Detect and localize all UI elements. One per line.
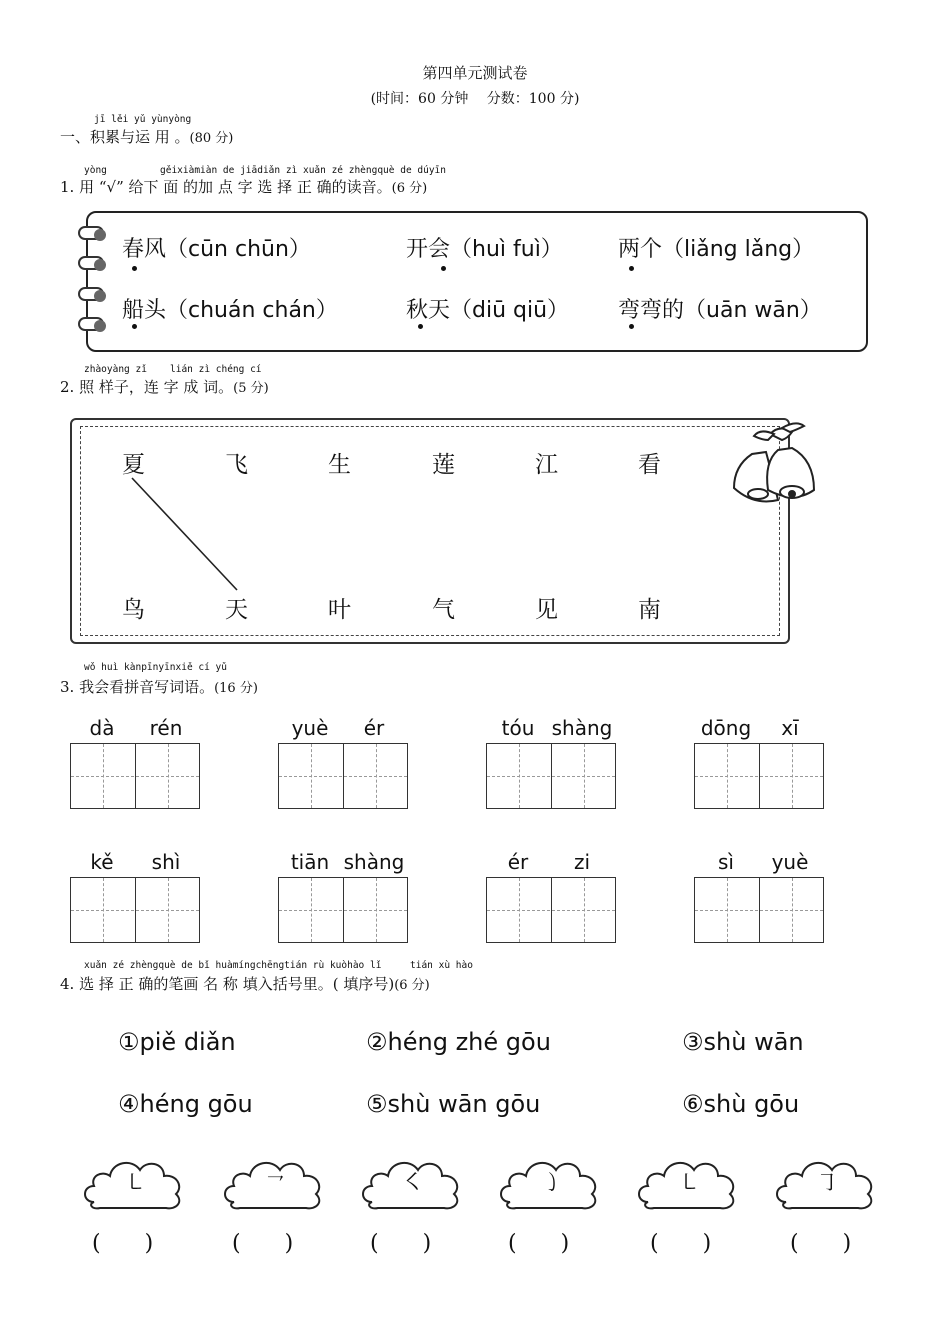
q4-option: ④héng gōu [118,1090,253,1118]
q3-writing-grid[interactable] [486,877,616,943]
q1-score: (6 分) [391,181,428,196]
q3-pinyin-syllable: zi [573,850,591,874]
q4-heading [60,973,430,994]
q2-top-char[interactable]: 看 [638,452,661,478]
q4-option: ②héng zhé gōu [366,1028,551,1056]
answer-paren[interactable]: ( ) [370,1231,432,1256]
stroke-glyph: ㇄ [678,1171,701,1196]
section1-score: (80 分) [189,131,234,146]
stroke-glyph: ㇆ [816,1171,839,1196]
q3-score: (16 分) [214,681,258,696]
q1-options[interactable]: （uān wān） [684,298,822,323]
q2-bottom-char[interactable]: 南 [638,597,661,623]
q3-writing-grid[interactable] [70,877,200,943]
answer-paren[interactable]: ( ) [790,1231,852,1256]
q3-writing-grid[interactable] [486,743,616,809]
q1-pinyin-b: gěixiàmiàn de jiādiǎn zì xuǎn zé zhèngquè de dúyīn [160,165,446,176]
q4-option: ③shù wān [682,1028,804,1056]
q3-pinyin-syllable: kě [90,850,114,874]
page-subtitle: (时间：60 分钟 分数：100 分) [370,91,580,107]
q2-top-char[interactable]: 生 [328,452,351,478]
q3-pinyin-syllable: shàng [551,716,613,740]
q1-options[interactable]: （liǎng lǎng） [662,237,815,262]
q2-top-char[interactable]: 飞 [225,452,248,478]
q1-word: 弯弯的 [618,298,685,323]
q2-label: 2. 照 样子，连 字 成 词。 [60,378,234,396]
q3-writing-grid[interactable] [694,877,824,943]
q3-pinyin-syllable: yuè [771,850,809,874]
q3-pinyin-syllable: shàng [343,850,405,874]
q2-pinyin-b: lián zì chéng cí [170,364,262,375]
cloud-stroke-card [496,1150,604,1220]
q4-option: ⑥shù gōu [682,1090,800,1118]
q1-word: 船头 [122,298,167,323]
q1-pinyin-a: yòng [84,165,107,176]
q1-label: 1. 用 “√” 给下 面 的加 点 字 选 择 正 确的读音。 [60,178,392,196]
cloud-stroke-card [634,1150,742,1220]
q1-word: 春风 [122,237,167,262]
q2-top-char[interactable]: 江 [535,452,558,478]
stroke-glyph: ㇁ [540,1171,563,1196]
stroke-glyph: ㇖ [264,1171,287,1196]
section1-pinyin: jī lěi yǔ yùnyòng [94,114,192,125]
q2-pinyin-a: zhàoyàng zǐ [84,364,147,375]
q3-pinyin-syllable: tiān [290,850,330,874]
q1-word: 两个 [618,237,663,262]
cloud-stroke-card [220,1150,328,1220]
answer-paren[interactable]: ( ) [232,1231,294,1256]
section1-label: 一、积累与运 用 。 [60,128,190,146]
q2-top-char[interactable]: 夏 [122,452,145,478]
q2-bottom-char[interactable]: 气 [432,597,455,623]
q3-pinyin: wǒ huì kànpīnyīnxiě cí yǔ [84,662,227,673]
q4-label: 4. 选 择 正 确的笔画 名 称 填入括号里。 [60,975,333,993]
page-title: 第四单元测试卷 [422,64,528,82]
q3-pinyin-syllable: tóu [501,716,535,740]
q1-options[interactable]: （cūn chūn） [166,237,311,262]
q3-pinyin-syllable: shì [151,850,181,874]
bell-icon [722,414,832,514]
q2-bottom-char[interactable]: 叶 [328,597,351,623]
q1-options[interactable]: （chuán chán） [166,298,338,323]
cloud-stroke-card [80,1150,188,1220]
q4-option: ⑤shù wān gōu [366,1090,541,1118]
q3-pinyin-syllable: dà [89,716,115,740]
q2-top-char[interactable]: 莲 [432,452,455,478]
q3-pinyin-syllable: xī [781,716,799,740]
q3-writing-grid[interactable] [278,877,408,943]
q2-bottom-char[interactable]: 见 [535,597,558,623]
cloud-stroke-card [772,1150,880,1220]
q1-word: 秋天 [406,298,451,323]
q3-pinyin-syllable: yuè [291,716,329,740]
q2-bottom-char[interactable]: 天 [225,597,248,623]
q4-pinyin-a: xuǎn zé zhèngquè de bǐ huàmíngchēngtián rù kuòhào lǐ [84,960,382,971]
q4-fill-hint: ( 填序号) [332,975,395,993]
answer-paren[interactable]: ( ) [92,1231,154,1256]
q3-writing-grid[interactable] [694,743,824,809]
q1-options[interactable]: （diū qiū） [450,298,570,323]
q2-score: (5 分) [233,381,269,396]
q3-writing-grid[interactable] [70,743,200,809]
q2-bottom-char[interactable]: 鸟 [122,597,145,623]
q3-pinyin-syllable: rén [149,716,183,740]
answer-paren[interactable]: ( ) [650,1231,712,1256]
q3-label: 3. 我会看拼音写词语。 [60,678,215,696]
q3-pinyin-syllable: ér [507,850,529,874]
q4-score: (6 分) [394,978,430,993]
q3-heading [60,676,258,697]
answer-paren[interactable]: ( ) [508,1231,570,1256]
q4-pinyin-b: tián xù hào [410,960,473,971]
q3-pinyin-syllable: sì [718,850,734,874]
stroke-glyph: ㇛ [402,1171,425,1196]
q3-pinyin-syllable: dōng [700,716,752,740]
q4-option: ①piě diǎn [118,1028,236,1056]
q3-writing-grid[interactable] [278,743,408,809]
cloud-stroke-card [358,1150,466,1220]
q1-word: 开会 [406,237,451,262]
q3-pinyin-syllable: ér [363,716,385,740]
stroke-glyph: ㇄ [124,1171,147,1196]
q1-options[interactable]: （huì fuì） [450,237,563,262]
